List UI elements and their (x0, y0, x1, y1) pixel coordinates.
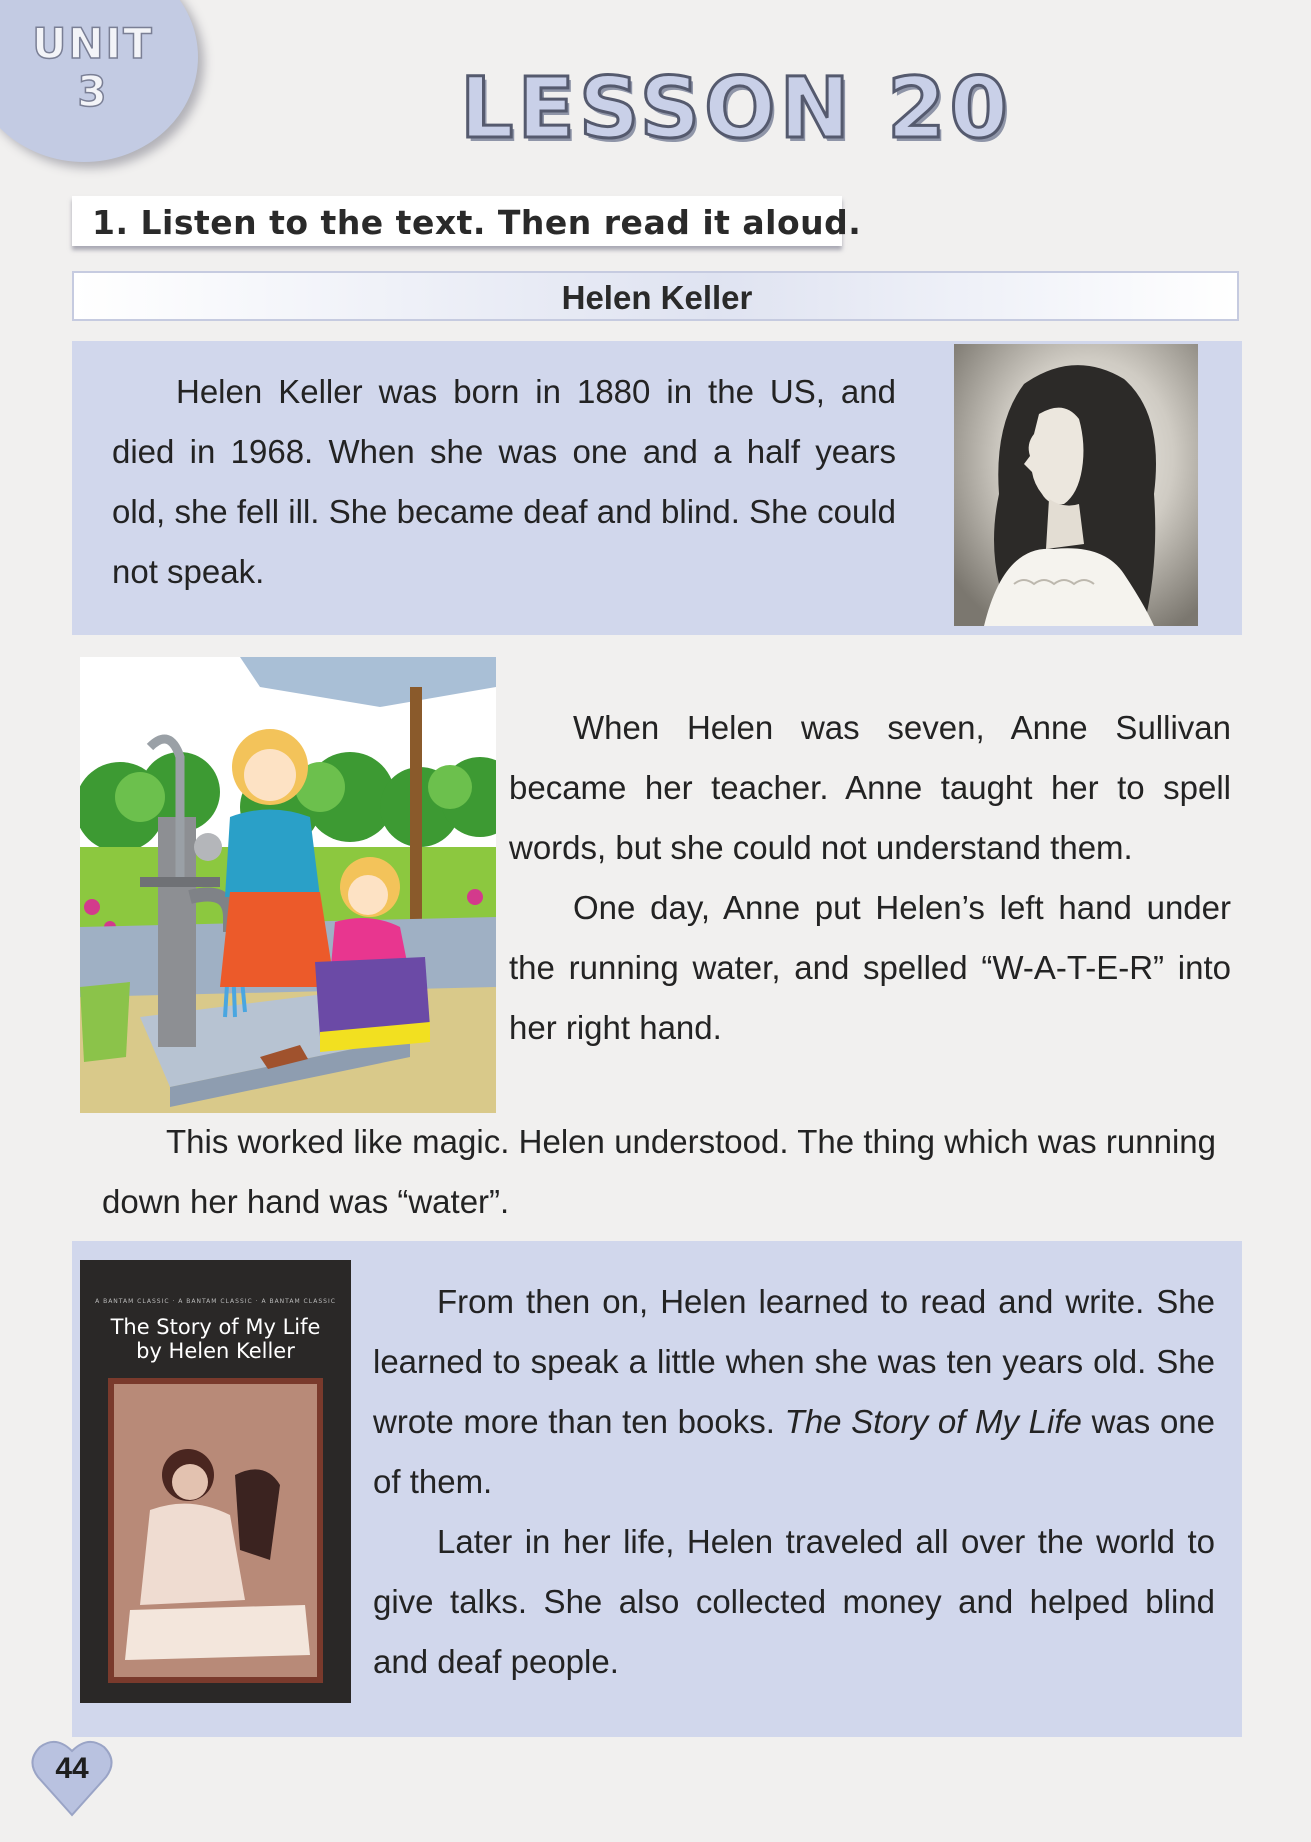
page-number: 44 (55, 1752, 89, 1785)
paragraph-4 (102, 1112, 1216, 1232)
instruction-text: 1. Listen to the text. Then read it aloud. (92, 203, 862, 242)
paragraph-3-text: One day, Anne put Helen’s left hand under the running water, and spelled “W-A-T-E-R” into her right hand. (509, 889, 1231, 1046)
paragraph-2-text: When Helen was seven, Anne Sullivan became her teacher. Anne taught her to spell words, but she could not understand them. (509, 709, 1231, 866)
unit-number: 3 (77, 67, 109, 116)
book-title-italic: The Story of My Life (784, 1403, 1082, 1440)
book-title-line-2: by Helen Keller (136, 1339, 295, 1363)
unit-label (28, 20, 158, 116)
book-title-line-1: The Story of My Life (110, 1315, 321, 1339)
paragraph-6 (373, 1512, 1215, 1692)
paragraph-5-text-start: From then on, Helen learned to read and write. She learned to speak a little when she was ten years old. She wrote more than ten books. (373, 1283, 1215, 1440)
paragraph-4-text: This worked like magic. Helen understood. The thing which was running down her hand was “water”. (102, 1123, 1216, 1220)
paragraph-1 (112, 362, 896, 602)
paragraph-1-text: Helen Keller was born in 1880 in the US, and died in 1968. When she was one and a half years old, she fell ill. She became deaf and blind. She could not speak. (112, 373, 896, 590)
book-cover (80, 1260, 351, 1703)
helen-keller-photo (954, 344, 1198, 626)
lesson-title: LESSON 20 (460, 59, 1012, 157)
paragraph-5 (373, 1272, 1215, 1512)
water-pump-illustration (80, 657, 496, 1113)
book-series-band: A BANTAM CLASSIC · A BANTAM CLASSIC · A BANTAM CLASSIC (95, 1298, 336, 1305)
reading-title: Helen Keller (561, 279, 753, 316)
book-cover-portrait (80, 1260, 351, 1703)
paragraph-6-text: Later in her life, Helen traveled all over the world to give talks. She also collected money and helped blind and deaf people. (373, 1523, 1215, 1680)
paragraph-3 (509, 878, 1231, 1058)
unit-label-text: UNIT (32, 19, 154, 68)
paragraph-2 (509, 698, 1231, 878)
paragraph-5-text-end: was one of them. (373, 1403, 1215, 1500)
